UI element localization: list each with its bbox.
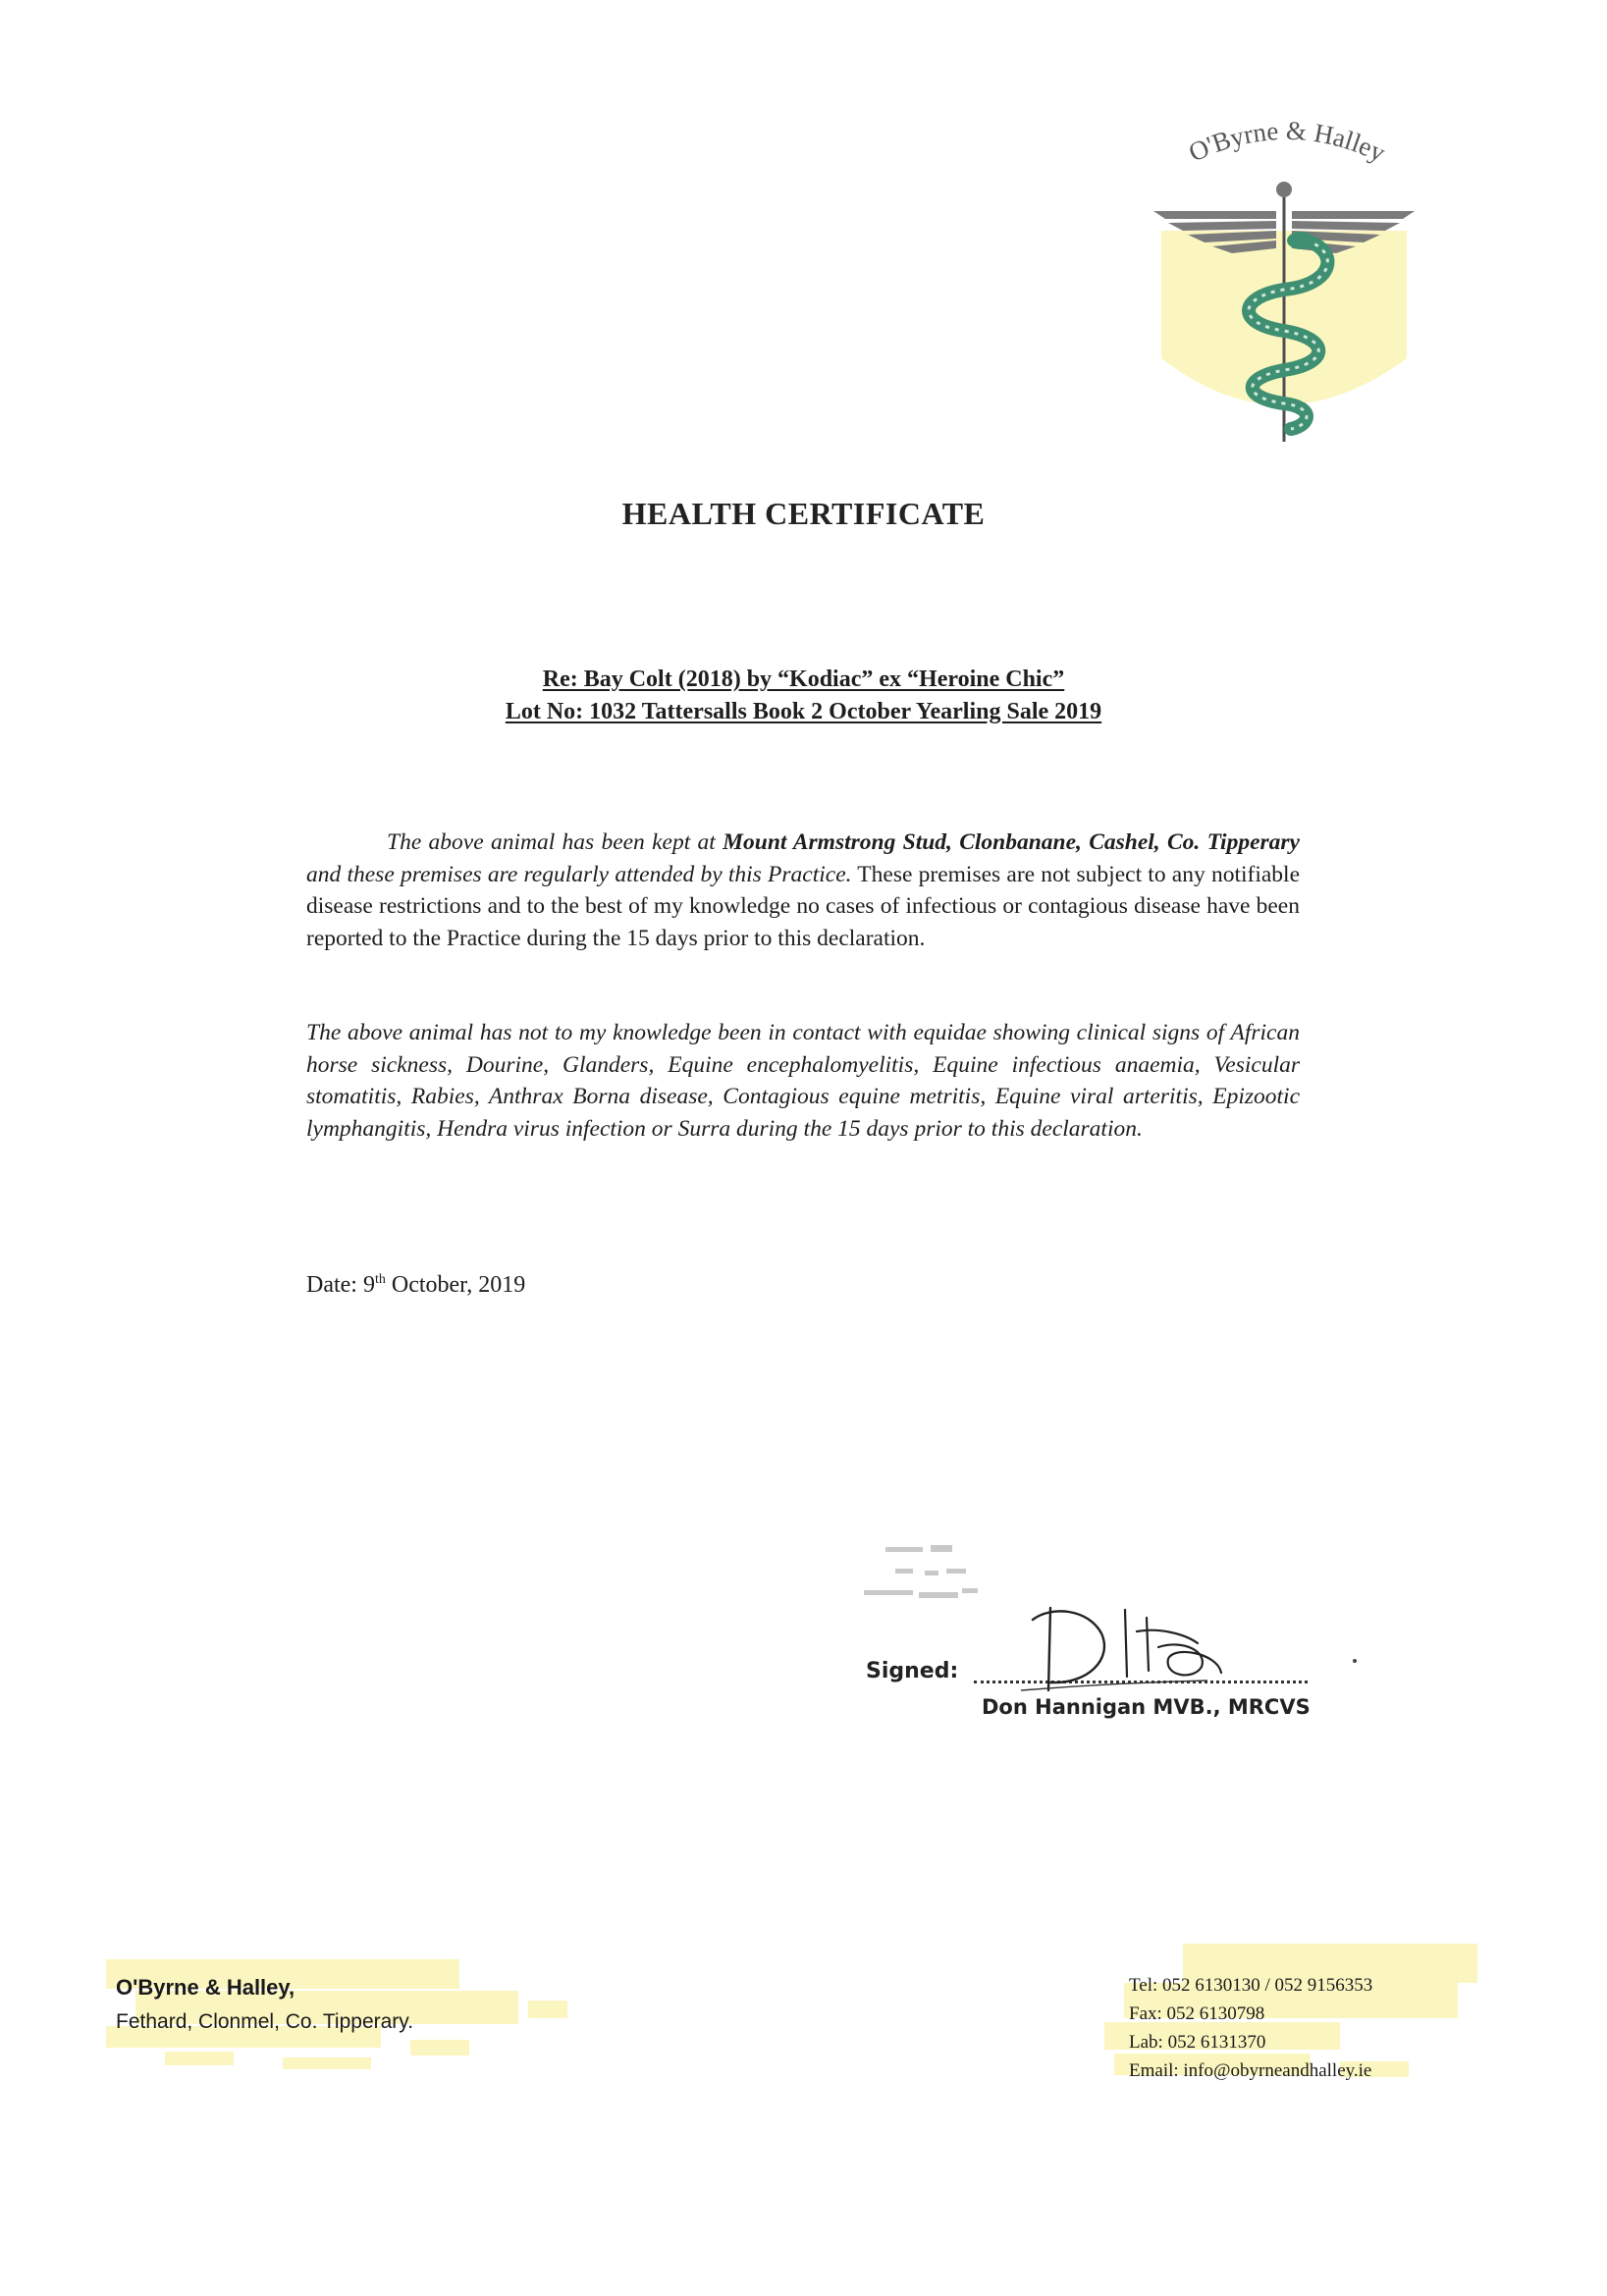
footer-email: Email: info@obyrneandhalley.ie — [1129, 2060, 1372, 2081]
premises-attended: and these premises are regularly attended by this Practice. — [306, 861, 852, 887]
footer-practice-name: O'Byrne & Halley, — [116, 1975, 295, 2000]
signatory-name: Don Hannigan MVB., MRCVS — [982, 1695, 1311, 1719]
premises-location: Mount Armstrong Stud, Clonbanane, Cashel, Co. Tipperary — [723, 829, 1300, 855]
subject-line-animal: Re: Bay Colt (2018) by “Kodiac” ex “Heroine Chic” — [542, 667, 1065, 692]
stray-mark — [1353, 1659, 1357, 1663]
footer-fax: Fax: 052 6130798 — [1129, 2003, 1265, 2024]
handwritten-signature — [1011, 1588, 1247, 1706]
disease-contact-paragraph: The above animal has not to my knowledge been in contact with equidae showing clinical signs of African horse sickness, Dourine, Glanders, Equine encephalomyelitis, Equine infectious anaemia, Vesicular stomatitis, Rabies, Anthrax Borna disease, Contagious equine metritis, Equine viral arteritis, Epizootic lymphangitis, Hendra virus infection or Surra during the 15 days prior to this declaration. — [306, 1020, 1300, 1142]
svg-text:O'Byrne & Halley: O'Byrne & Halley — [1184, 115, 1390, 168]
footer-address: Fethard, Clonmel, Co. Tipperary. — [116, 2010, 414, 2033]
document-title: HEALTH CERTIFICATE — [621, 496, 986, 531]
signed-label: Signed: — [866, 1659, 959, 1683]
caduceus-icon — [1144, 113, 1423, 452]
premises-paragraph — [306, 827, 1300, 954]
premises-declaration: These premises are not subject to any notifiable disease restrictions and to the best of my knowledge no cases of infectious or contagious disease have been reported to the Practice during the 15 days prior to this declaration. — [306, 861, 1301, 951]
declaration-date: Date: 9th October, 2019 — [306, 1272, 526, 1298]
faint-stamp — [856, 1541, 1023, 1620]
footer-lab: Lab: 052 6131370 — [1129, 2032, 1266, 2053]
subject-block — [0, 664, 1607, 728]
footer-contact-block — [1129, 1971, 1372, 2085]
subject-line-lot: Lot No: 1032 Tattersalls Book 2 October Yearling Sale 2019 — [505, 699, 1102, 724]
practice-logo — [1144, 113, 1423, 452]
premises-intro: The above animal has been kept at — [387, 829, 723, 855]
footer-tel: Tel: 052 6130130 / 052 9156353 — [1129, 1975, 1373, 1996]
